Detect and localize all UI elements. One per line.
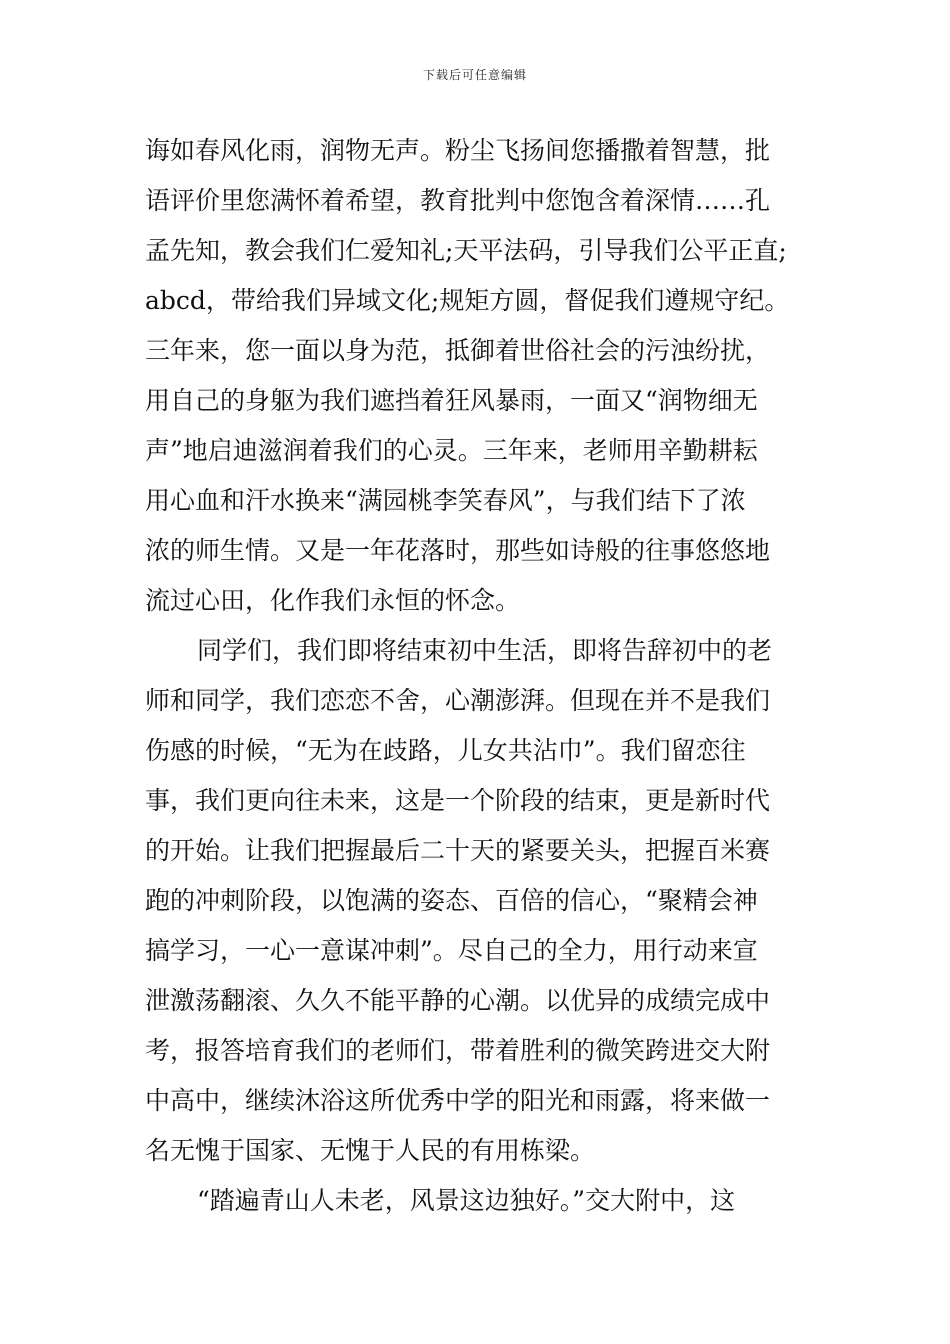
text-line: 声”地启迪滋润着我们的心灵。三年来，老师用辛勤耕耘 xyxy=(145,436,758,465)
document-body xyxy=(145,126,815,1226)
text-line: 三年来，您一面以身为范，抵御着世俗社会的污浊纷扰， xyxy=(145,336,771,365)
text-line: 诲如春风化雨，润物无声。粉尘飞扬间您播撒着智慧，批 xyxy=(145,136,771,165)
text-line: 的开始。让我们把握最后二十天的紧要关头，把握百米赛 xyxy=(145,836,771,865)
text-line: 流过心田，化作我们永恒的怀念。 xyxy=(145,586,521,615)
text-line: 用心血和汗水换来“满园桃李笑春风”，与我们结下了浓 xyxy=(145,486,746,515)
text-line: 中高中，继续沐浴这所优秀中学的阳光和雨露，将来做一 xyxy=(145,1086,771,1115)
text-line: 用自己的身躯为我们遮挡着狂风暴雨，一面又“润物细无 xyxy=(145,386,758,415)
text-line: 泄激荡翻滚、久久不能平静的心潮。以优异的成绩完成中 xyxy=(145,986,771,1015)
text-line: 考，报答培育我们的老师们，带着胜利的微笑跨进交大附 xyxy=(145,1036,771,1065)
paragraph-start-line: “踏遍青山人未老，风景这边独好。”交大附中，这 xyxy=(197,1186,736,1215)
text-line: 搞学习，一心一意谋冲刺”。尽自己的全力，用行动来宣 xyxy=(145,936,758,965)
text-line: 伤感的时候，“无为在歧路，儿女共沾巾”。我们留恋往 xyxy=(145,736,746,765)
text-line: 浓的师生情。又是一年花落时，那些如诗般的往事悠悠地 xyxy=(145,536,771,565)
text-line: 师和同学，我们恋恋不舍，心潮澎湃。但现在并不是我们 xyxy=(145,686,771,715)
text-line: 名无愧于国家、无愧于人民的有用栋梁。 xyxy=(145,1136,596,1165)
text-line: 语评价里您满怀着希望，教育批判中您饱含着深情……孔 xyxy=(145,186,771,215)
text-line: 跑的冲刺阶段，以饱满的姿态、百倍的信心，“聚精会神 xyxy=(145,886,758,915)
paragraph-start-line: 同学们，我们即将结束初中生活，即将告辞初中的老 xyxy=(197,636,773,665)
text-line: 事，我们更向往未来，这是一个阶段的结束，更是新时代 xyxy=(145,786,771,815)
text-line: abcd，带给我们异域文化;规矩方圆，督促我们遵规守纪。 xyxy=(145,286,790,315)
page-header: 下载后可任意编辑 xyxy=(422,68,527,82)
text-line: 孟先知，教会我们仁爱知礼;天平法码，引导我们公平正直; xyxy=(145,236,787,265)
